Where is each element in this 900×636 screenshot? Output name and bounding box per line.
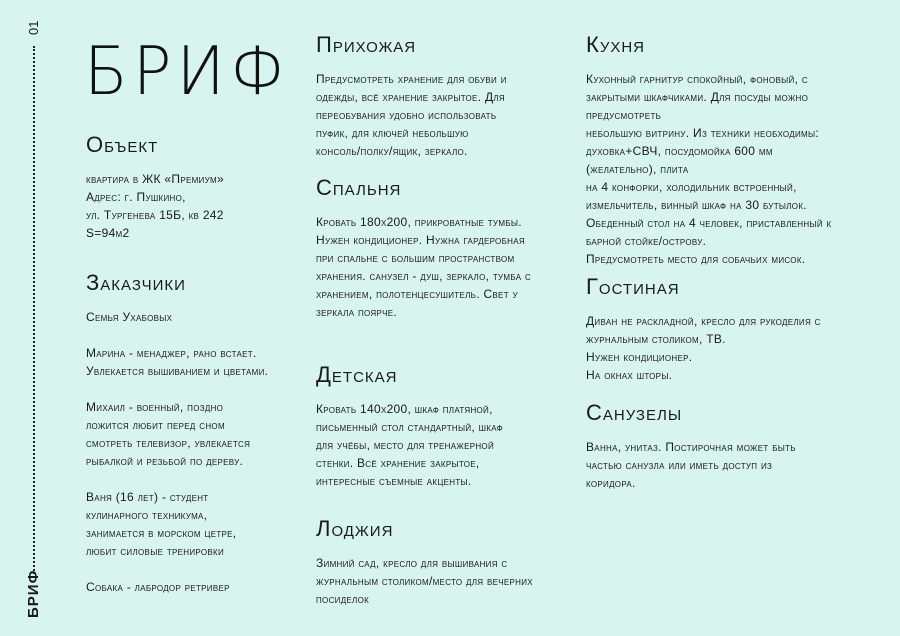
kids-line: Кровать 140х200, шкаф платяной, (316, 402, 493, 416)
client-mikhail: смотреть телевизор, увлекается (86, 436, 251, 450)
bedroom-line: Нужен кондиционер. Нужна гардеробная (316, 233, 525, 247)
loggia-title: Лоджия (316, 516, 394, 541)
bathrooms-title: Санузелы (586, 400, 683, 425)
kids-line: для учёбы, место для тренажерной (316, 438, 494, 452)
clients-text (86, 308, 296, 596)
kids-text (316, 400, 566, 490)
object-text (86, 170, 296, 242)
bathrooms-line: частью санузла или иметь доступ из (586, 458, 773, 472)
client-marina: Марина - менаджер, рано встает. (86, 346, 257, 360)
hallway-line: одежды, всё хранение закрытое. Для (316, 90, 506, 104)
hallway-line: переобувания удобно использовать (316, 108, 497, 122)
bedroom-section (316, 175, 566, 321)
hallway-section (316, 32, 566, 160)
object-title: Объект (86, 132, 159, 157)
client-mikhail: ложится любит перед сном (86, 418, 225, 432)
loggia-line: посиделок (316, 592, 370, 606)
client-marina: Увлекается вышиванием и цветами. (86, 364, 269, 378)
kids-section (316, 362, 566, 490)
client-vanya: кулинарного техникума, (86, 508, 208, 522)
clients-family: Семья Ухабовых (86, 310, 173, 324)
rail-logo: БРИФ (25, 569, 42, 618)
client-mikhail: рыбалкой и резьбой по дереву. (86, 454, 244, 468)
kitchen-line: (желательно), плита (586, 162, 689, 176)
living-section (586, 274, 868, 384)
living-line: На окнах шторы. (586, 368, 673, 382)
kitchen-line: Предусмотреть место для собачьих мисок. (586, 252, 806, 266)
kitchen-line: Кухонный гарнитур спокойный, фоновый, с (586, 72, 808, 86)
bedroom-line: хранения. санузел - душ, зеркало, тумба с (316, 269, 532, 283)
side-rail (26, 16, 42, 616)
bedroom-line: зеркала поярче. (316, 305, 398, 319)
kitchen-line: небольшую витрину. Из техники необходимы: (586, 126, 820, 140)
kitchen-line: Обеденный стол на 4 человек, приставленный к (586, 216, 832, 230)
kitchen-text (586, 70, 868, 268)
living-line: журнальным столиком, ТВ. (586, 332, 726, 346)
client-vanya: занимается в морском цетре, (86, 526, 237, 540)
kitchen-line: на 4 конфорки, холодильник встроенный, (586, 180, 797, 194)
hallway-text (316, 70, 566, 160)
rail-divider (33, 46, 35, 574)
kids-line: стенки. Всё хранение закрытое, (316, 456, 480, 470)
object-line: Адрес: г. Пушкино, (86, 190, 186, 204)
kitchen-line: духовка+СВЧ, посудомойка 600 мм (586, 144, 773, 158)
loggia-section (316, 516, 566, 608)
hallway-line: пуфик, для ключей небольшую (316, 126, 469, 140)
kitchen-title: Кухня (586, 32, 646, 57)
living-line: Нужен кондиционер. (586, 350, 693, 364)
loggia-line: журнальным столиком/место для вечерних (316, 574, 533, 588)
clients-title: Заказчики (86, 270, 186, 295)
object-line: ул. Тургенева 15Б, кв 242 (86, 208, 224, 222)
living-line: Диван не раскладной, кресло для рукоделия с (586, 314, 821, 328)
bedroom-title: Спальня (316, 175, 402, 200)
object-line: S=94м2 (86, 226, 130, 240)
hallway-title: Прихожая (316, 32, 417, 57)
client-vanya: Ваня (16 лет) - студент (86, 490, 209, 504)
kids-line: письменный стол стандартный, шкаф (316, 420, 504, 434)
kitchen-section (586, 32, 868, 268)
clients-section (86, 270, 296, 596)
kids-title: Детская (316, 362, 398, 387)
kitchen-line: закрытыми шкафчиками. Для посуды можно (586, 90, 809, 104)
client-mikhail: Михаил - военный, поздно (86, 400, 224, 414)
kitchen-line: измельчитель, винный шкаф на 30 бутылок. (586, 198, 807, 212)
brand-logo: БРИФ (84, 33, 290, 111)
page-number: 01 (26, 20, 41, 36)
bedroom-line: Кровать 180х200, прикроватные тумбы. (316, 215, 522, 229)
client-vanya: любит силовые тренировки (86, 544, 225, 558)
kids-line: интересные съемные акценты. (316, 474, 472, 488)
living-title: Гостиная (586, 274, 680, 299)
bathrooms-line: коридора. (586, 476, 636, 490)
loggia-text (316, 554, 566, 608)
client-dog: Собака - лабродор ретривер (86, 580, 230, 594)
bathrooms-text (586, 438, 868, 492)
bedroom-line: хранением, полотенцесушитель. Свет у (316, 287, 518, 301)
object-section (86, 132, 296, 242)
hallway-line: Предусмотреть хранение для обуви и (316, 72, 507, 86)
bedroom-line: при спальне с большим пространством (316, 251, 515, 265)
loggia-line: Зимний сад, кресло для вышивания с (316, 556, 508, 570)
kitchen-line: барной стойке/острову. (586, 234, 707, 248)
kitchen-line: предусмотреть (586, 108, 662, 122)
bathrooms-section (586, 400, 868, 492)
bathrooms-line: Ванна, унитаз. Постирочная может быть (586, 440, 796, 454)
bedroom-text (316, 213, 566, 321)
hallway-line: консоль/полку/ящик, зеркало. (316, 144, 468, 158)
object-line: квартира в ЖК «Премиум» (86, 172, 224, 186)
living-text (586, 312, 868, 384)
